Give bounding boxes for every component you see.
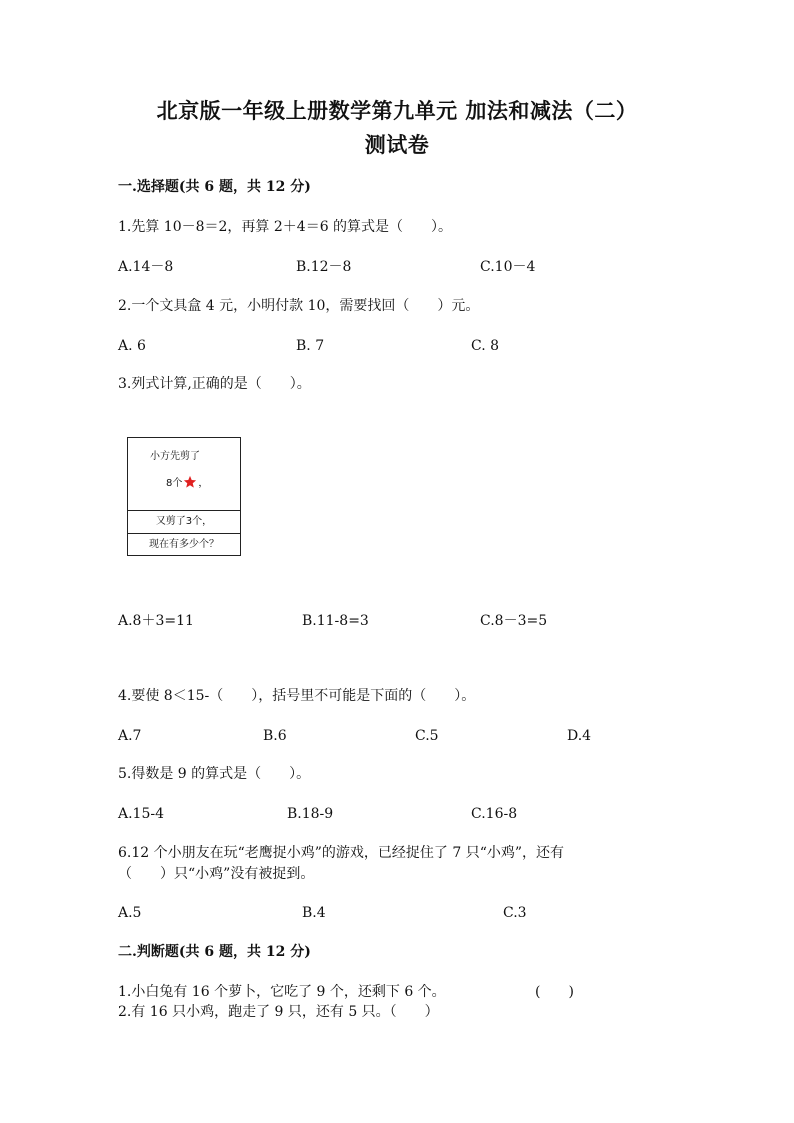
figure-star-count: 8个 <box>166 478 183 489</box>
question-5-option-a: A.15-4 <box>118 806 165 822</box>
figure-text-line3: 现在有多少个？ <box>149 539 219 550</box>
question-4-option-d: D.4 <box>567 728 592 744</box>
question-6-option-a: A.5 <box>118 905 142 921</box>
question-2-option-a: A. 6 <box>118 338 146 354</box>
question-4-option-b: B.6 <box>263 728 287 744</box>
question-1-option-b: B.12－8 <box>296 259 352 275</box>
question-5-option-c: C.16-8 <box>471 806 518 822</box>
page-title: 北京版一年级上册数学第九单元 加法和减法（二） <box>156 98 638 123</box>
question-5-stem: 5.得数是 9 的算式是（ ）。 <box>118 766 311 782</box>
question-6-option-c: C.3 <box>503 905 527 921</box>
question-6-option-b: B.4 <box>302 905 326 921</box>
judgement-1-stem: 1.小白兔有 16 个萝卜，它吃了 9 个，还剩下 6 个。 <box>118 984 446 1000</box>
question-1-stem: 1.先算 10－8＝2，再算 2＋4＝6 的算式是（ ）。 <box>118 219 453 235</box>
figure-text-line2: 又剪了3个， <box>128 511 240 534</box>
question-2-option-b: B. 7 <box>296 338 325 354</box>
question-2-option-c: C. 8 <box>471 338 500 354</box>
figure-comma: ， <box>198 478 209 489</box>
section-heading-judgement: 二.判断题(共 6 题，共 12 分) <box>118 944 311 960</box>
section-heading-choice: 一.选择题(共 6 题，共 12 分) <box>118 179 311 195</box>
question-1-option-a: A.14－8 <box>118 259 174 275</box>
question-6-stem-line1: 6.12 个小朋友在玩“老鹰捉小鸡”的游戏，已经捉住了 7 只“小鸡”，还有 <box>118 845 565 861</box>
question-2-stem: 2.一个文具盒 4 元，小明付款 10，需要找回（ ）元。 <box>118 298 480 314</box>
judgement-2-stem: 2.有 16 只小鸡，跑走了 9 只，还有 5 只。（ ） <box>118 1004 439 1020</box>
question-3-option-a: A.8＋3=11 <box>118 613 194 629</box>
question-4-option-c: C.5 <box>415 728 439 744</box>
question-4-option-a: A.7 <box>118 728 142 744</box>
figure-star-line <box>166 474 208 489</box>
question-1-option-c: C.10－4 <box>480 259 536 275</box>
page-subtitle: 测试卷 <box>364 132 430 157</box>
figure-top-cell <box>128 438 240 511</box>
question-3-stem: 3.列式计算,正确的是（ ）。 <box>118 376 311 392</box>
question-3-option-c: C.8－3=5 <box>480 613 548 629</box>
judgement-1-answer-blank: ( ) <box>535 984 574 1000</box>
red-star-icon <box>183 475 197 489</box>
figure-text-line1: 小方先剪了 <box>150 451 200 462</box>
question-3-option-b: B.11-8=3 <box>302 613 369 629</box>
question-4-stem: 4.要使 8＜15-（ ），括号里不可能是下面的（ ）。 <box>118 688 476 704</box>
question-5-option-b: B.18-9 <box>287 806 334 822</box>
question-3-figure <box>127 437 241 556</box>
question-6-stem-line2: （ ）只“小鸡”没有被捉到。 <box>118 866 315 882</box>
